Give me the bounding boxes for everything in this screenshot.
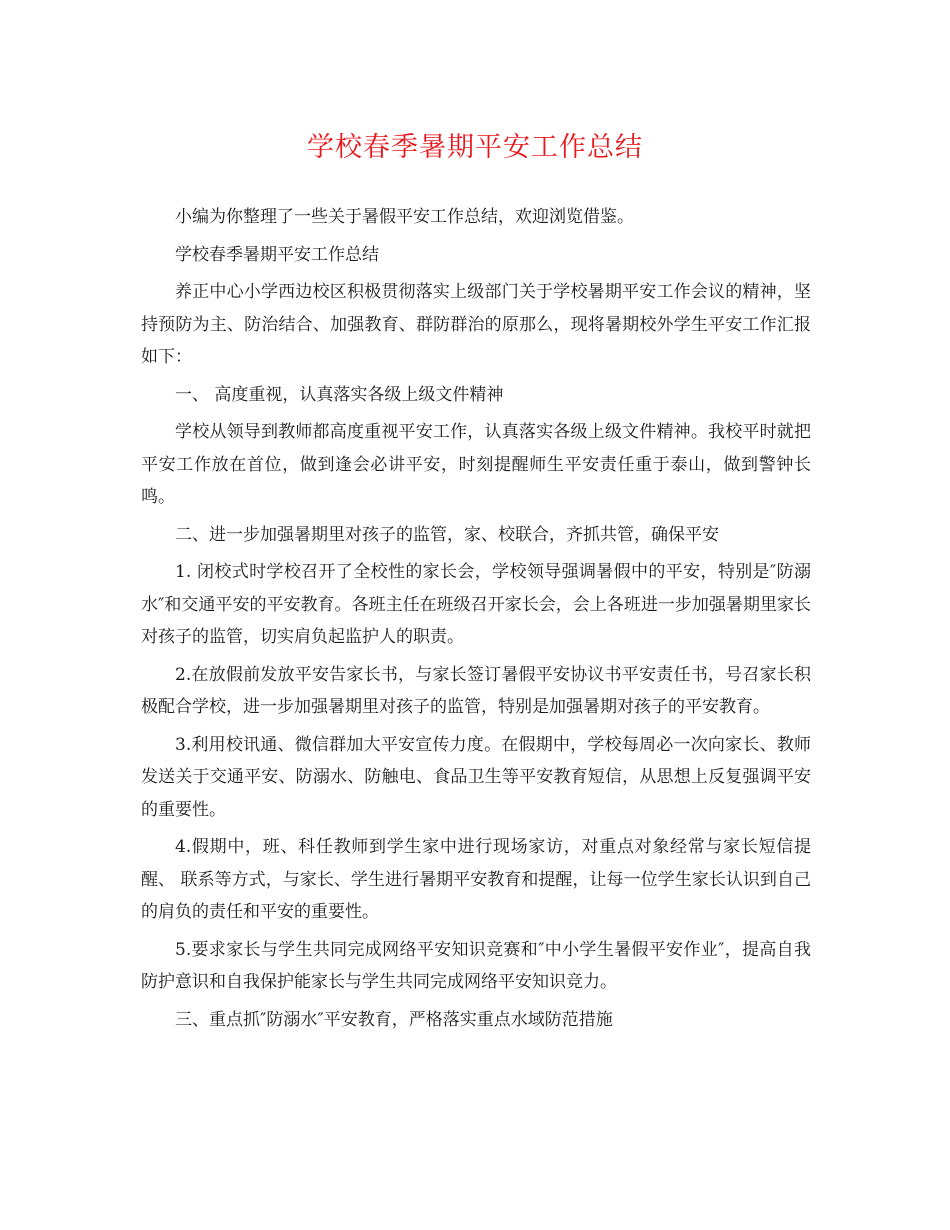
section-heading-2: 二、进一步加强暑期里对孩子的监管，家、校联合，齐抓共管，确保平安: [175, 524, 719, 545]
paragraph-overview: 养正中心小学西边校区积极贯彻落实上级部门关于学校暑期平安工作会议的精神，坚持预防为主、防治结合、加强教育、群防群治的原那么，现将暑期校外学生平安工作汇报如下：: [141, 282, 811, 367]
list-item-5: 5.要求家长与学生共同完成网络平安知识竞赛和″中小学生暑假平安作业″，提高自我防护意识和自我保护能家长与学生共同完成网络平安知识竞力。: [141, 939, 811, 992]
list-item-1: 1. 闭校式时学校召开了全校性的家长会，学校领导强调暑假中的平安，特别是″防溺水″和交通平安的平安教育。各班主任在班级召开家长会，会上各班进一步加强暑期里家长对孩子的监管，切实肩负起监护人的职责。: [141, 562, 811, 647]
paragraph-intro: 小编为你整理了一些关于暑假平安工作总结，欢迎浏览借鉴。: [175, 207, 634, 227]
document-body: [141, 201, 811, 1041]
section-heading-3: 三、重点抓″防溺水″平安教育，严格落实重点水域防范措施: [175, 1009, 613, 1030]
list-item-3: 3.利用校讯通、微信群加大平安宣传力度。在假期中，学校每周必一次向家长、教师发送关于交通平安、防溺水、防触电、食品卫生等平安教育短信，从思想上反复强调平安的重要性。: [141, 734, 811, 820]
section-heading-1: 一、 高度重视，认真落实各级上级文件精神: [175, 384, 504, 405]
paragraph-subtitle: 学校春季暑期平安工作总结: [175, 244, 379, 265]
paragraph-section-1: 学校从领导到教师都高度重视平安工作，认真落实各级上级文件精神。我校平时就把平安工作放在首位，做到逢会必讲平安，时刻提醒师生平安责任重于泰山，做到警钟长鸣。: [141, 422, 811, 507]
list-item-4: 4.假期中，班、科任教师到学生家中进行现场家访，对重点对象经常与家长短信提醒、 联系等方式，与家长、学生进行暑期平安教育和提醒，让每一位学生家长认识到自己的肩负的责任和平安的重要性。: [141, 837, 811, 922]
list-item-2: 2.在放假前发放平安告家长书，与家长签订暑假平安协议书平安责任书，号召家长积极配合学校，进一步加强暑期里对孩子的监管，特别是加强暑期对孩子的平安教育。: [141, 664, 811, 717]
document-title: 学校春季暑期平安工作总结: [307, 132, 643, 163]
